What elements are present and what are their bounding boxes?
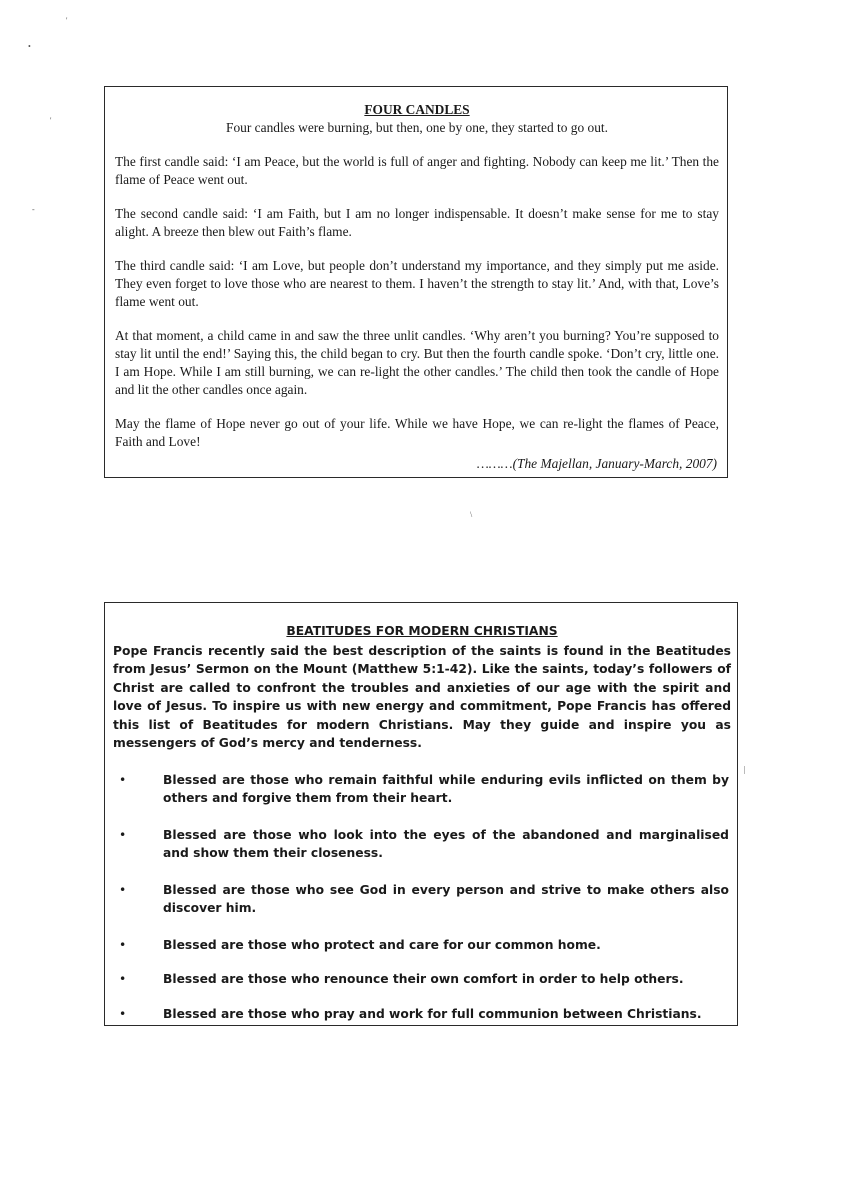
beatitude-text: Blessed are those who remain faithful while enduring evils inflicted on them by others and forgive them from their heart. — [163, 772, 729, 805]
list-item — [113, 826, 731, 863]
beatitude-text: Blessed are those who protect and care for our common home. — [163, 937, 601, 952]
story-paragraph: The third candle said: ‘I am Love, but people don’t understand my importance, and they simply put me aside. They even forget to love those who are nearest to them. I haven’t the strength to stay lit.’ And, with that, Love’s flame went out. — [115, 258, 719, 309]
bullet-icon: • — [119, 772, 127, 787]
list-item — [113, 1005, 731, 1024]
four-candles-box — [104, 86, 728, 478]
beatitude-text: Blessed are those who renounce their own comfort in order to help others. — [163, 972, 684, 986]
bullet-icon: • — [119, 827, 127, 842]
beatitudes-title: BEATITUDES FOR MODERN CHRISTIANS — [286, 624, 558, 638]
beatitudes-list — [113, 771, 731, 1024]
beatitudes-intro: Pope Francis recently said the best description of the saints is found in the Beatitudes from Jesus’ Sermon on the Mount (Matthew 5:1-42). Like the saints, today’s followers of Christ are called to confront the troubles and anxieties of our age with the spirit and love of Jesus. To inspire us with new energy and commitment, Pope Francis has offered this list of Beatitudes for modern Christians. May they guide and inspire you as messengers of God’s mercy and tenderness. — [113, 643, 731, 750]
bullet-icon: • — [119, 937, 127, 952]
source-citation: ………(The Majellan, January-March, 2007) — [476, 456, 717, 471]
beatitude-text: Blessed are those who look into the eyes of the abandoned and marginalised and show them their closeness. — [163, 827, 729, 860]
bullet-icon: • — [119, 882, 127, 897]
bullet-icon: • — [119, 1006, 127, 1021]
list-item — [113, 771, 731, 808]
list-item — [113, 970, 731, 989]
story-paragraph: The first candle said: ‘I am Peace, but the world is full of anger and fighting. Nobody can keep me lit.’ Then the flame of Peace went out. — [115, 154, 719, 187]
beatitude-text: Blessed are those who pray and work for full communion between Christians. — [163, 1006, 702, 1021]
beatitude-text: Blessed are those who see God in every person and strive to make others also discover him. — [163, 882, 729, 915]
beatitudes-box — [104, 602, 738, 1026]
story-paragraph: The second candle said: ‘I am Faith, but I am no longer indispensable. It doesn’t make sense for me to stay alight. A breeze then blew out Faith’s flame. — [115, 206, 719, 239]
story-paragraph: At that moment, a child came in and saw the three unlit candles. ‘Why aren’t you burning? You’re supposed to stay lit until the end!’ Saying this, the child began to cry. But then the fourth candle spoke. ‘Don’t cry, little one. I am Hope. While I am still burning, we can re-light the other candles.’ The child then took the candle of Hope and lit the other candles once again. — [115, 328, 719, 397]
four-candles-subtitle: Four candles were burning, but then, one by one, they started to go out. — [226, 120, 608, 135]
four-candles-title: FOUR CANDLES — [364, 102, 470, 117]
list-item — [113, 936, 731, 955]
story-paragraph: May the flame of Hope never go out of your life. While we have Hope, we can re-light the flames of Peace, Faith and Love! — [115, 416, 719, 449]
list-item — [113, 881, 731, 918]
bullet-icon: • — [119, 972, 127, 986]
